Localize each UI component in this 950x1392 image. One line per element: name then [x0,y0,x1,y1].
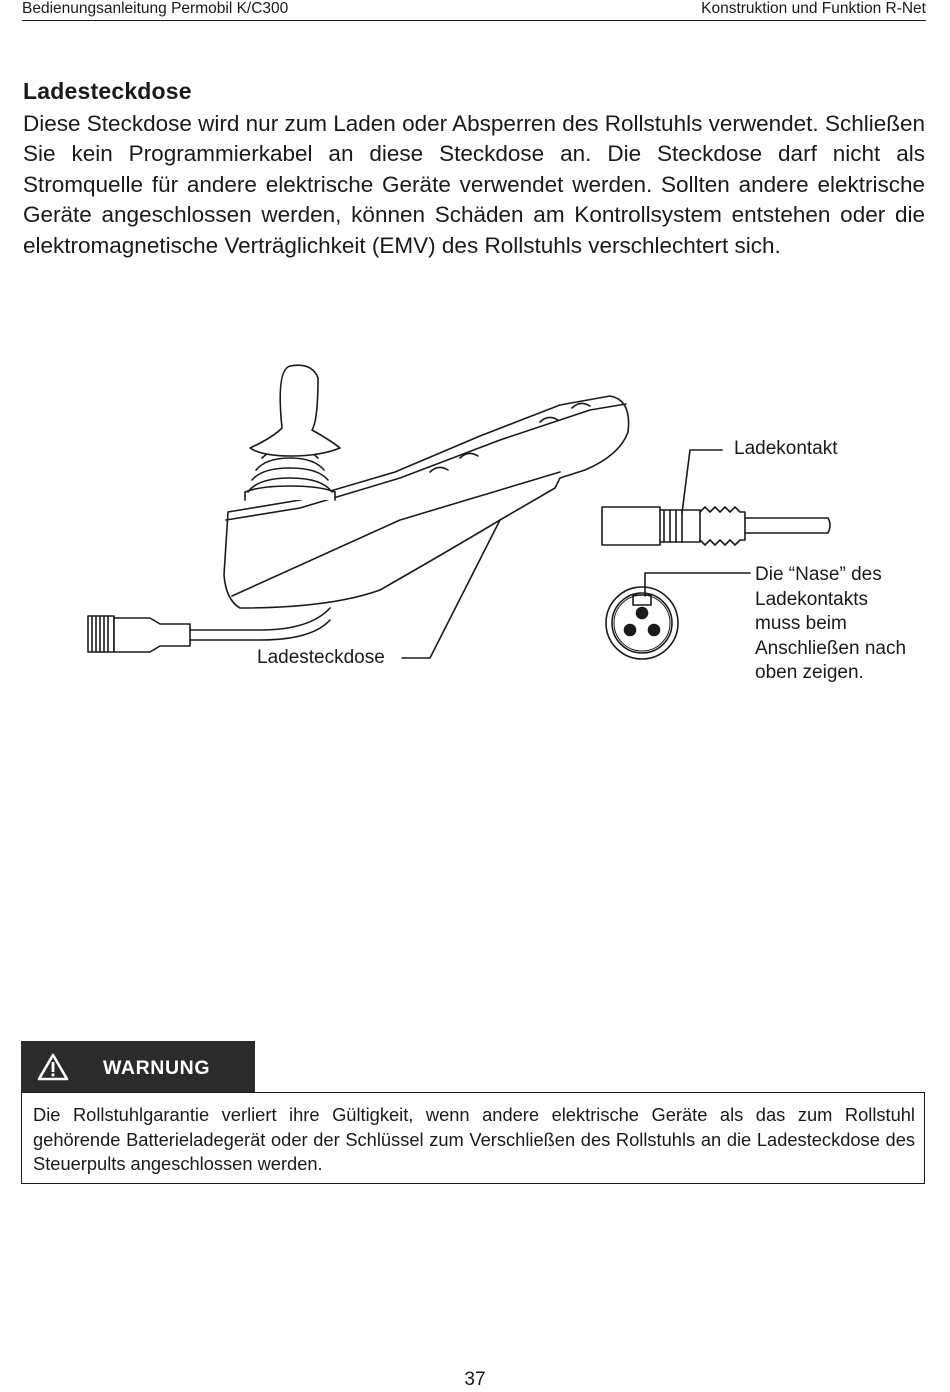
section-body: Diese Steckdose wird nur zum Laden oder Absperren des Rollstuhls verwendet. Schließen Sie kein Programmierkabel an diese Steckdose an. Die Steckdose darf nicht als Stromquelle für andere elektrische Geräte verwendet werden. Sollten andere elektrische Geräte angeschlossen werden, können Schäden am Kontrollsystem entstehen oder die elektromagnetische Verträglichkeit (EMV) des Rollstuhls verschlechtert sich. [23,111,925,258]
warning-triangle-icon [37,1053,69,1086]
warning-header [21,1041,255,1092]
label-nase-line: Die “Nase” des [755,564,882,585]
page-header [22,0,926,21]
label-nase-line: Ladekontakts [755,588,869,610]
label-ladesteckdose: Ladesteckdose [257,647,385,668]
header-left-text: Bedienungsanleitung Permobil K/C300 [22,0,289,17]
label-nase-note [755,563,935,686]
section-title: Ladesteckdose [23,78,192,104]
page-number: 37 [464,1369,486,1390]
header-right-text: Konstruktion und Funktion R-Net [701,0,926,17]
label-ladekontakt: Ladekontakt [734,438,838,459]
warning-box [21,1092,925,1184]
joystick-illustration [0,350,950,710]
warning-text: Die Rollstuhlgarantie verliert ihre Gültigkeit, wenn andere elektrische Geräte als das zum Rollstuhl gehörende Batterieladegerät oder der Schlüssel zum Verschließen des Rollstuhls an die Ladesteckdose des Steuerpults angeschlossen werden. [33,1104,915,1175]
label-nase-line: Anschließen nach [755,637,907,659]
label-nase-line: muss beim [755,613,847,635]
warning-title: WARNUNG [103,1057,211,1079]
label-nase-line: oben zeigen. [755,662,864,684]
